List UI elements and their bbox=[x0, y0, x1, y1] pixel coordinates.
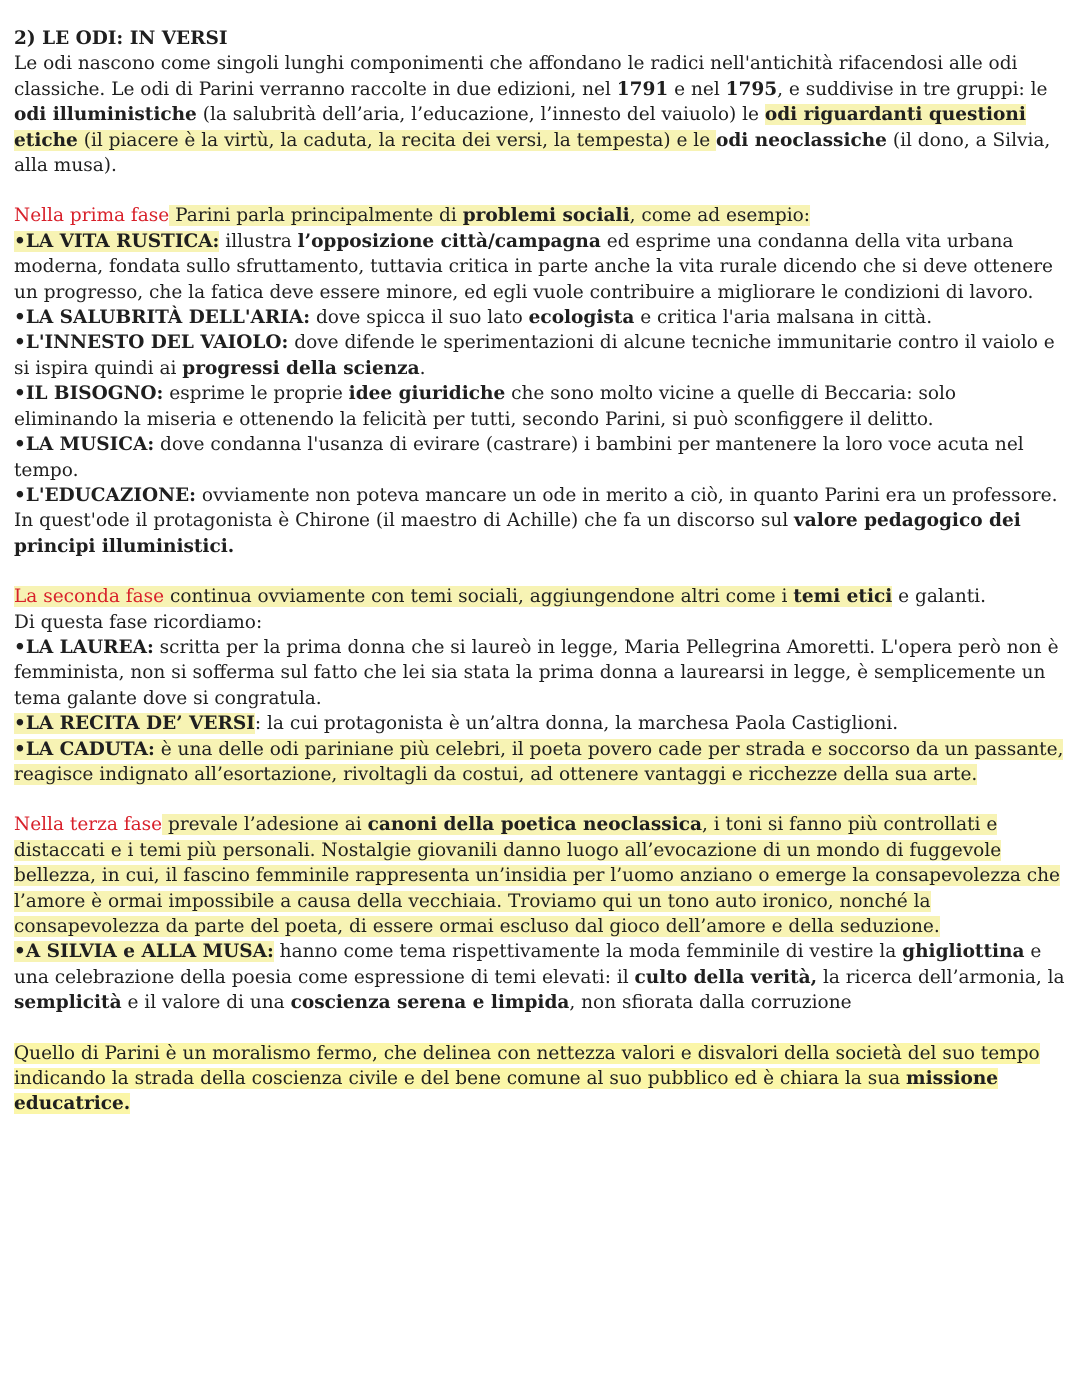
item-text: ed esprime una condanna della vita urbana moderna, fondata sullo sfruttamento, tuttavia critica in parte anche la vita rurale dicendo che si deve ottenere un progresso, che la fatica deve essere minore, ed egli vuole contribuire a migliorare le condizioni di lavoro. bbox=[14, 230, 1053, 303]
list-item bbox=[14, 381, 1066, 432]
intro-text: Le odi nascono come singoli lunghi componimenti che affondano le radici nell'antichità rifacendosi alle odi classiche. Le odi di Parini verranno raccolte in due edizioni, nel bbox=[14, 53, 1018, 100]
item-text: hanno come tema rispettivamente la moda femminile di vestire la bbox=[273, 941, 903, 963]
bullet-icon: • bbox=[14, 941, 26, 963]
bullet-icon: • bbox=[14, 636, 26, 658]
fase3-bold: canoni della poetica neoclassica bbox=[367, 814, 702, 836]
item-bold: coscienza serena e limpida bbox=[290, 992, 570, 1014]
item-title: LA MUSICA: bbox=[25, 434, 155, 456]
list-item bbox=[14, 737, 1066, 788]
list-item bbox=[14, 330, 1066, 381]
conclusion-bold: missione educatrice. bbox=[14, 1068, 999, 1115]
bullet-icon: • bbox=[14, 307, 26, 329]
item-bold: progressi della scienza bbox=[182, 357, 420, 379]
item-text: è una delle odi pariniane più celebri, il poeta povero cade per strada e soccorso da un passante, reagisce indignato all’esortazione, rivoltagli da costui, ad ottenere vantaggi e ricchezze della sua arte. bbox=[14, 738, 1064, 785]
item-text: la ricerca dell’armonia, la bbox=[817, 966, 1065, 988]
item-bold: ecologista bbox=[528, 307, 635, 329]
page-title: 2) LE ODI: IN VERSI bbox=[14, 28, 228, 49]
fase3-text: prevale l’adesione ai bbox=[162, 814, 368, 836]
fase2-text: continua ovviamente con temi sociali, aggiungendone altri come i bbox=[164, 586, 794, 608]
item-title: LA SALUBRITÀ DELL'ARIA: bbox=[25, 307, 311, 329]
fase2-subheading: Di questa fase ricordiamo: bbox=[14, 611, 263, 633]
bullet-icon: • bbox=[14, 484, 26, 506]
closing-bold: valore pedagogico dei principi illuministici. bbox=[14, 510, 1021, 557]
fase1-bold: problemi sociali bbox=[462, 205, 630, 227]
fase3-text: emerge la consapevolezza che l’amore è ormai impossibile a causa della vecchiaia. Troviamo qui un tono auto ironico, nonché la consapevolezza da parte del poeta, di essere ormai escluso dal gioco dell’amore e della seduzione. bbox=[14, 865, 1060, 937]
bullet-icon: • bbox=[14, 434, 26, 456]
spacer bbox=[14, 1016, 1066, 1041]
intro-year-1791: 1791 bbox=[616, 78, 669, 100]
fase3-text: , i toni si fanno più controllati e distaccati e i temi più personali. Nostalgie giovanili danno luogo all’evocazione di un mondo di fuggevole bellezza, in cui, il fascino femminile rappresenta un’insidia per l’uomo anziano o bbox=[14, 814, 1002, 887]
item-bold: semplicità bbox=[14, 992, 122, 1014]
fase1-label: Nella prima fase bbox=[14, 205, 170, 227]
list-item bbox=[14, 635, 1066, 711]
item-text: , non sfiorata dalla corruzione bbox=[569, 992, 852, 1014]
item-title: L'EDUCAZIONE: bbox=[25, 484, 196, 506]
conclusion-text: Quello di Parini è un moralismo fermo, che delinea con nettezza valori e disvalori della società del suo tempo indicando la strada della coscienza civile e del bene comune al suo pubblico ed è chiara la sua bbox=[14, 1042, 1040, 1090]
item-bold: l’opposizione città/campagna bbox=[297, 230, 601, 252]
bullet-icon: • bbox=[14, 713, 26, 735]
item-text: dove difende le sperimentazioni di alcune tecniche immunitarie contro il vaiolo e si ispira quindi ai bbox=[14, 332, 1055, 379]
fase3-paragraph bbox=[14, 812, 1066, 939]
list-item bbox=[14, 939, 1066, 1015]
item-title: LA LAUREA: bbox=[25, 636, 154, 658]
list-item bbox=[14, 305, 1066, 330]
item-title: L'INNESTO DEL VAIOLO: bbox=[25, 332, 289, 354]
group-odi-illuministiche: odi illuministiche bbox=[14, 104, 197, 126]
fase1-closing bbox=[14, 508, 1066, 559]
bullet-icon: • bbox=[14, 383, 26, 405]
item-text: : la cui protagonista è un’altra donna, la marchesa Paola Castiglioni. bbox=[254, 713, 899, 735]
item-text: . bbox=[419, 357, 426, 379]
fase1-text: , come ad esempio: bbox=[629, 205, 811, 227]
fase2-bold: temi etici bbox=[793, 586, 893, 608]
item-text: ovviamente non poteva mancare un ode in merito a ciò, in quanto Parini era un professore. bbox=[195, 484, 1058, 506]
list-item bbox=[14, 711, 1066, 736]
intro-text: (il dono, a Silvia, alla musa). bbox=[14, 129, 1051, 177]
fase3-label: Nella terza fase bbox=[14, 814, 163, 836]
list-item bbox=[14, 483, 1066, 508]
item-text: dove spicca il suo lato bbox=[310, 307, 529, 329]
item-title: LA VITA RUSTICA: bbox=[25, 230, 220, 252]
item-bold: idee giuridiche bbox=[348, 383, 506, 405]
bullet-icon: • bbox=[14, 332, 26, 354]
item-bold: culto della verità, bbox=[634, 966, 818, 988]
item-text: e una celebrazione della poesia come espressione di temi elevati: il bbox=[14, 941, 1042, 988]
list-item bbox=[14, 229, 1066, 305]
closing-text: In quest'ode il protagonista è Chirone (il maestro di Achille) che fa un discorso sul bbox=[14, 510, 795, 532]
spacer bbox=[14, 787, 1066, 812]
item-title: LA RECITA DE’ VERSI bbox=[25, 713, 255, 735]
item-text: e critica l'aria malsana in città. bbox=[634, 307, 933, 329]
fase2-heading bbox=[14, 584, 1066, 609]
group-odi-neoclassiche: odi neoclassiche bbox=[716, 129, 887, 151]
spacer bbox=[14, 559, 1066, 584]
spacer bbox=[14, 178, 1066, 203]
item-bold: ghigliottina bbox=[902, 941, 1025, 963]
fase1-text: Parini parla principalmente di bbox=[169, 205, 463, 227]
conclusion-paragraph bbox=[14, 1041, 1066, 1117]
bullet-icon: • bbox=[14, 738, 26, 760]
item-title: A SILVIA e ALLA MUSA: bbox=[25, 941, 274, 963]
group-odi-etiche: odi riguardanti questioni etiche bbox=[14, 104, 1026, 151]
item-text: e il valore di una bbox=[121, 992, 291, 1014]
item-text: dove condanna l'usanza di evirare (castrare) i bambini per mantenere la loro voce acuta nel tempo. bbox=[14, 434, 1024, 481]
item-text: scritta per la prima donna che si laureò in legge, Maria Pellegrina Amoretti. L'opera però non è femminista, non si sofferma sul fatto che lei sia stata la prima donna a laurearsi in legge, è semplicemente un tema galante dove si congratula. bbox=[14, 636, 1059, 709]
fase2-label: La seconda fase bbox=[14, 586, 165, 608]
item-text: esprime le proprie bbox=[163, 383, 349, 405]
intro-text: (la salubrità dell’aria, l’educazione, l’innesto del vaiuolo) le bbox=[196, 104, 765, 126]
item-text: illustra bbox=[219, 230, 298, 252]
intro-text: , e suddivise in tre gruppi: le bbox=[777, 78, 1048, 100]
bullet-icon: • bbox=[14, 230, 26, 252]
item-title: IL BISOGNO: bbox=[25, 383, 164, 405]
fase1-heading bbox=[14, 203, 1066, 228]
intro-paragraph bbox=[14, 51, 1066, 178]
item-text: che sono molto vicine a quelle di Beccaria: solo eliminando la miseria e ottenendo la felicità per tutti, secondo Parini, si può sconfiggere il delitto. bbox=[14, 383, 957, 430]
item-title: LA CADUTA: bbox=[25, 738, 155, 760]
intro-year-1795: 1795 bbox=[725, 78, 778, 100]
list-item bbox=[14, 432, 1066, 483]
intro-text: e nel bbox=[668, 78, 726, 100]
fase2-text: e galanti. bbox=[892, 586, 986, 608]
intro-text: (il piacere è la virtù, la caduta, la recita dei versi, la tempesta) e le bbox=[77, 129, 717, 151]
